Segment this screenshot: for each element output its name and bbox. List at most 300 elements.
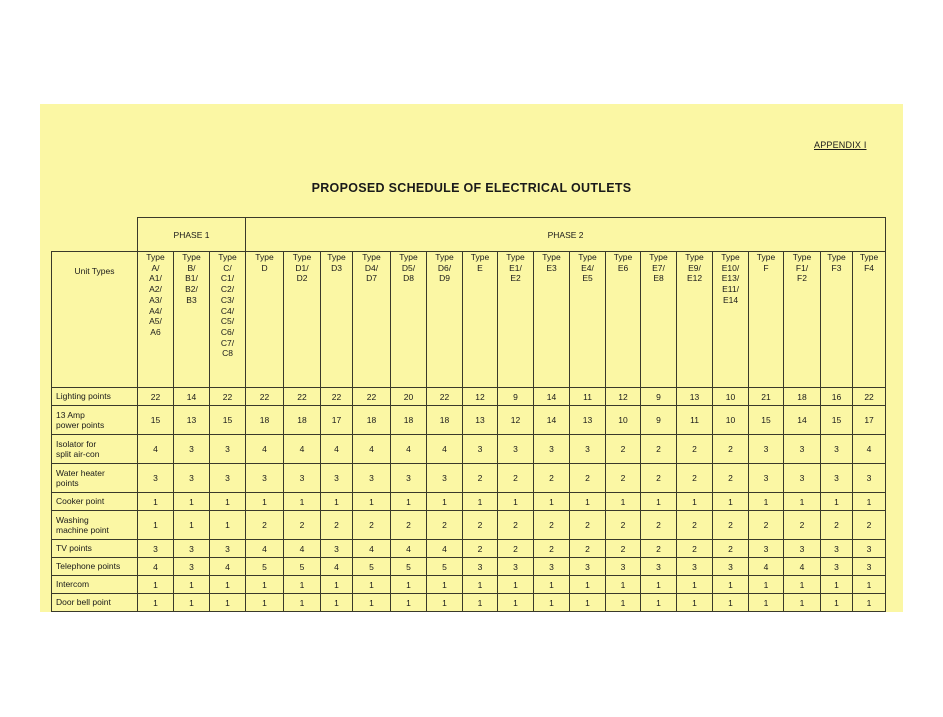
type-header-line: B1/ [185, 273, 198, 284]
table-cell: 2 [391, 511, 427, 540]
table-cell: 14 [534, 388, 570, 406]
table-cell: 18 [784, 388, 821, 406]
table-cell: 3 [210, 435, 246, 464]
type-header-line: D4/ [364, 262, 379, 273]
table-cell: 2 [463, 511, 498, 540]
row-label [52, 511, 138, 540]
table-cell: 15 [138, 406, 174, 435]
row-label-line: TV points [56, 543, 92, 554]
row-label [52, 388, 138, 406]
type-header-15 [677, 252, 713, 388]
table-cell: 1 [570, 576, 606, 594]
table-cell: 3 [713, 558, 749, 576]
table-cell: 3 [284, 464, 321, 493]
type-header-line: F4 [864, 262, 874, 273]
type-header-line: E11/ [722, 284, 739, 295]
type-header-line: Type [542, 252, 561, 262]
phase-header-row [52, 218, 886, 252]
row-label [52, 576, 138, 594]
table-cell: 1 [641, 493, 677, 511]
row-label [52, 406, 138, 435]
table-cell: 9 [641, 388, 677, 406]
type-header-line: A/ [151, 262, 160, 273]
row-label-line: machine point [56, 525, 109, 535]
type-header-line: D7 [366, 273, 377, 284]
table-cell: 2 [641, 464, 677, 493]
type-header-18 [784, 252, 821, 388]
type-header-12 [570, 252, 606, 388]
type-header-line: Type [255, 252, 274, 262]
table-cell: 1 [427, 594, 463, 612]
table-cell: 12 [498, 406, 534, 435]
table-cell: 20 [391, 388, 427, 406]
table-cell: 18 [427, 406, 463, 435]
type-header-line: D8 [403, 273, 414, 284]
table-cell: 22 [138, 388, 174, 406]
row-label [52, 493, 138, 511]
type-header-line: E7/ [652, 262, 665, 273]
row-label-line: Intercom [56, 579, 90, 590]
table-cell: 2 [606, 540, 641, 558]
table-cell: 1 [677, 594, 713, 612]
table-cell: 18 [284, 406, 321, 435]
table-cell: 11 [677, 406, 713, 435]
table-cell: 1 [246, 594, 284, 612]
appendix-label: APPENDIX I [814, 140, 867, 150]
type-header-line: A1/ [149, 273, 162, 284]
table-cell: 21 [749, 388, 784, 406]
unit-type-header-row [52, 252, 886, 388]
type-header-19 [821, 252, 853, 388]
table-cell: 3 [749, 540, 784, 558]
type-header-line: C3/ [220, 294, 235, 305]
table-cell: 18 [391, 406, 427, 435]
type-header-line: Type [218, 252, 237, 262]
type-header-3 [246, 252, 284, 388]
table-cell: 3 [853, 464, 886, 493]
table-cell: 1 [641, 576, 677, 594]
table-cell: 1 [463, 594, 498, 612]
type-header-line: Type [182, 252, 201, 262]
phase-2-header: PHASE 2 [246, 218, 886, 252]
type-header-4 [284, 252, 321, 388]
table-cell: 2 [713, 540, 749, 558]
table-cell: 3 [853, 540, 886, 558]
type-header-line: D6/ [437, 262, 452, 273]
type-header-line: E13/ [721, 273, 740, 284]
table-row [52, 558, 886, 576]
table-cell: 3 [534, 558, 570, 576]
table-cell: 2 [570, 464, 606, 493]
table-cell: 22 [246, 388, 284, 406]
table-cell: 5 [391, 558, 427, 576]
type-header-line: C6/ [220, 326, 235, 337]
page-title: PROPOSED SCHEDULE OF ELECTRICAL OUTLETS [311, 181, 632, 195]
table-cell: 2 [677, 435, 713, 464]
table-cell: 2 [606, 435, 641, 464]
table-row [52, 576, 886, 594]
table-cell: 1 [210, 576, 246, 594]
table-cell: 5 [427, 558, 463, 576]
table-cell: 1 [677, 493, 713, 511]
table-cell: 1 [853, 576, 886, 594]
table-cell: 1 [853, 493, 886, 511]
table-cell: 2 [463, 540, 498, 558]
type-header-line: Type [721, 252, 740, 262]
table-cell: 2 [570, 511, 606, 540]
type-header-line: A5/ [149, 316, 162, 327]
table-cell: 1 [138, 511, 174, 540]
table-cell: 22 [210, 388, 246, 406]
type-header-0 [138, 252, 174, 388]
table-cell: 2 [498, 464, 534, 493]
table-cell: 1 [570, 493, 606, 511]
table-cell: 5 [353, 558, 391, 576]
unit-types-header: Unit Types [52, 252, 138, 388]
type-header-line: Type [685, 252, 704, 262]
table-cell: 2 [641, 511, 677, 540]
table-cell: 1 [534, 576, 570, 594]
type-header-line: B/ [187, 262, 196, 273]
type-header-5 [321, 252, 353, 388]
table-cell: 16 [821, 388, 853, 406]
table-cell: 3 [210, 464, 246, 493]
table-cell: 2 [821, 511, 853, 540]
table-cell: 3 [246, 464, 284, 493]
type-header-13 [606, 252, 641, 388]
table-cell: 1 [210, 511, 246, 540]
table-cell: 1 [749, 576, 784, 594]
table-row [52, 540, 886, 558]
row-label-line: Isolator for [56, 438, 97, 449]
table-cell: 3 [821, 464, 853, 493]
table-cell: 15 [821, 406, 853, 435]
table-cell: 4 [321, 435, 353, 464]
table-cell: 14 [784, 406, 821, 435]
type-header-2 [210, 252, 246, 388]
type-header-11 [534, 252, 570, 388]
table-cell: 12 [606, 388, 641, 406]
table-cell: 13 [463, 406, 498, 435]
type-header-line: Type [578, 252, 597, 262]
table-cell: 1 [749, 594, 784, 612]
table-cell: 2 [713, 435, 749, 464]
type-header-line: Type [827, 252, 846, 262]
type-header-line: Type [327, 252, 346, 262]
row-label-line: split air-con [56, 449, 100, 459]
table-cell: 4 [321, 558, 353, 576]
row-label [52, 594, 138, 612]
type-header-line: Type [435, 252, 454, 262]
table-cell: 2 [321, 511, 353, 540]
type-header-line: A4/ [149, 305, 162, 316]
table-cell: 2 [534, 540, 570, 558]
table-cell: 2 [749, 511, 784, 540]
table-cell: 2 [606, 511, 641, 540]
table-cell: 1 [749, 493, 784, 511]
table-cell: 1 [353, 576, 391, 594]
table-cell: 2 [784, 511, 821, 540]
table-cell: 1 [138, 594, 174, 612]
table-cell: 4 [391, 540, 427, 558]
table-cell: 15 [210, 406, 246, 435]
table-cell: 3 [853, 558, 886, 576]
table-cell: 2 [677, 511, 713, 540]
table-cell: 3 [821, 540, 853, 558]
type-header-14 [641, 252, 677, 388]
type-header-10 [498, 252, 534, 388]
table-cell: 4 [353, 435, 391, 464]
table-cell: 1 [284, 576, 321, 594]
table-cell: 2 [713, 464, 749, 493]
table-cell: 1 [821, 493, 853, 511]
table-cell: 2 [606, 464, 641, 493]
type-header-line: C4/ [220, 305, 235, 316]
table-cell: 1 [606, 493, 641, 511]
type-header-line: A6 [150, 326, 161, 337]
table-cell: 4 [353, 540, 391, 558]
table-cell: 1 [853, 594, 886, 612]
table-cell: 9 [641, 406, 677, 435]
table-cell: 3 [606, 558, 641, 576]
table-cell: 1 [391, 493, 427, 511]
table-cell: 3 [641, 558, 677, 576]
type-header-line: E2 [510, 273, 521, 284]
table-cell: 4 [246, 435, 284, 464]
table-cell: 12 [463, 388, 498, 406]
table-cell: 22 [284, 388, 321, 406]
table-cell: 1 [784, 576, 821, 594]
table-cell: 2 [677, 540, 713, 558]
table-cell: 3 [498, 435, 534, 464]
row-label-line: Telephone points [56, 561, 121, 572]
type-header-line: C/ [223, 262, 232, 273]
table-cell: 4 [284, 540, 321, 558]
phase-1-header: PHASE 1 [138, 218, 246, 252]
table-cell: 1 [321, 576, 353, 594]
type-header-line: Type [859, 252, 879, 262]
table-cell: 3 [784, 464, 821, 493]
type-header-line: Type [613, 252, 633, 262]
type-header-6 [353, 252, 391, 388]
type-header-line: Type [399, 252, 418, 262]
table-cell: 1 [427, 493, 463, 511]
table-cell: 1 [138, 493, 174, 511]
type-header-20 [853, 252, 886, 388]
table-row [52, 406, 886, 435]
type-header-line: C7/ [220, 337, 235, 348]
type-header-line: D [261, 262, 268, 273]
table-cell: 1 [174, 511, 210, 540]
type-header-line: F1/ [795, 262, 809, 273]
table-cell: 1 [713, 594, 749, 612]
table-cell: 1 [821, 576, 853, 594]
table-cell: 13 [677, 388, 713, 406]
table-cell: 18 [246, 406, 284, 435]
table-cell: 3 [821, 435, 853, 464]
table-cell: 1 [174, 594, 210, 612]
table-cell: 1 [427, 576, 463, 594]
table-cell: 3 [174, 558, 210, 576]
table-cell: 5 [284, 558, 321, 576]
row-label-line: Water heater [56, 467, 105, 478]
table-cell: 3 [749, 435, 784, 464]
type-header-line: E4/ [581, 262, 594, 273]
type-header-line: C8 [222, 348, 233, 359]
table-cell: 1 [353, 493, 391, 511]
table-cell: 1 [174, 576, 210, 594]
table-cell: 5 [246, 558, 284, 576]
table-cell: 3 [784, 540, 821, 558]
table-cell: 3 [677, 558, 713, 576]
table-cell: 17 [853, 406, 886, 435]
table-cell: 1 [606, 576, 641, 594]
type-header-line: D3 [331, 262, 342, 273]
table-cell: 3 [138, 464, 174, 493]
type-header-16 [713, 252, 749, 388]
table-cell: 2 [498, 511, 534, 540]
table-cell: 2 [353, 511, 391, 540]
type-header-line: F3 [831, 262, 842, 273]
table-cell: 1 [284, 493, 321, 511]
table-cell: 3 [570, 435, 606, 464]
table-cell: 1 [284, 594, 321, 612]
type-header-line: E1/ [509, 262, 522, 273]
corner-cell [52, 218, 138, 252]
type-header-9 [463, 252, 498, 388]
table-cell: 1 [641, 594, 677, 612]
table-cell: 4 [138, 558, 174, 576]
table-body [52, 388, 886, 612]
table-row [52, 594, 886, 612]
row-label-line: power points [56, 420, 105, 430]
table-cell: 3 [784, 435, 821, 464]
table-cell: 2 [284, 511, 321, 540]
table-cell: 4 [284, 435, 321, 464]
table-cell: 3 [821, 558, 853, 576]
table-cell: 22 [427, 388, 463, 406]
type-header-line: C5/ [220, 316, 235, 327]
table-cell: 10 [713, 406, 749, 435]
table-cell: 2 [853, 511, 886, 540]
table-cell: 22 [853, 388, 886, 406]
type-header-1 [174, 252, 210, 388]
table-cell: 4 [853, 435, 886, 464]
table-cell: 10 [713, 388, 749, 406]
table-cell: 4 [427, 540, 463, 558]
table-cell: 1 [498, 576, 534, 594]
type-header-line: E12 [686, 273, 703, 284]
table-cell: 3 [210, 540, 246, 558]
table-cell: 3 [321, 540, 353, 558]
type-header-7 [391, 252, 427, 388]
type-header-line: A3/ [149, 294, 162, 305]
table-cell: 2 [534, 511, 570, 540]
type-header-line: E3 [546, 262, 557, 273]
table-cell: 1 [498, 594, 534, 612]
type-header-line: B3 [186, 294, 197, 305]
type-header-line: D5/ [401, 262, 416, 273]
row-label-line: Cooker point [56, 496, 105, 507]
table-cell: 2 [641, 540, 677, 558]
table-cell: 13 [174, 406, 210, 435]
table-cell: 3 [138, 540, 174, 558]
type-header-line: E8 [653, 273, 664, 284]
table-cell: 22 [353, 388, 391, 406]
table-cell: 1 [138, 576, 174, 594]
type-header-line: D9 [439, 273, 450, 284]
table-cell: 1 [246, 493, 284, 511]
table-cell: 2 [534, 464, 570, 493]
table-cell: 1 [606, 594, 641, 612]
table-cell: 3 [427, 464, 463, 493]
table-cell: 4 [391, 435, 427, 464]
table-cell: 1 [713, 576, 749, 594]
row-label-line: Washing [56, 514, 89, 525]
type-header-line: Type [792, 252, 812, 262]
table-cell: 10 [606, 406, 641, 435]
row-label [52, 464, 138, 493]
table-cell: 1 [391, 576, 427, 594]
table-cell: 2 [463, 464, 498, 493]
table-cell: 3 [749, 464, 784, 493]
table-cell: 22 [321, 388, 353, 406]
table-cell: 1 [534, 493, 570, 511]
table-cell: 3 [174, 435, 210, 464]
table-cell: 4 [246, 540, 284, 558]
table-cell: 1 [784, 493, 821, 511]
table-cell: 11 [570, 388, 606, 406]
type-header-line: D2 [296, 273, 308, 284]
table-cell: 1 [498, 493, 534, 511]
table-cell: 15 [749, 406, 784, 435]
row-label-line: Lighting points [56, 391, 111, 402]
table-cell: 2 [677, 464, 713, 493]
table-cell: 1 [463, 576, 498, 594]
table-cell: 1 [210, 594, 246, 612]
table-cell: 4 [138, 435, 174, 464]
type-header-line: E5 [582, 273, 593, 284]
table-cell: 3 [498, 558, 534, 576]
type-header-17 [749, 252, 784, 388]
type-header-line: B2/ [185, 284, 198, 295]
table-cell: 1 [210, 493, 246, 511]
type-header-line: E9/ [688, 262, 701, 273]
row-label [52, 540, 138, 558]
type-header-line: A2/ [149, 284, 162, 295]
table-cell: 3 [321, 464, 353, 493]
table-cell: 1 [534, 594, 570, 612]
type-header-8 [427, 252, 463, 388]
type-header-line: E14 [722, 294, 739, 305]
table-cell: 1 [570, 594, 606, 612]
table-cell: 3 [570, 558, 606, 576]
table-cell: 4 [749, 558, 784, 576]
type-header-line: C1/ [220, 273, 235, 284]
table-cell: 3 [463, 435, 498, 464]
type-header-line: Type [470, 252, 490, 262]
table-row [52, 493, 886, 511]
table-cell: 1 [463, 493, 498, 511]
type-header-line: D1/ [295, 262, 309, 273]
table-cell: 14 [534, 406, 570, 435]
table-row [52, 388, 886, 406]
row-label-line: 13 Amp [56, 409, 85, 420]
table-cell: 1 [677, 576, 713, 594]
table-cell: 1 [353, 594, 391, 612]
type-header-line: E6 [617, 262, 629, 273]
table-cell: 2 [570, 540, 606, 558]
